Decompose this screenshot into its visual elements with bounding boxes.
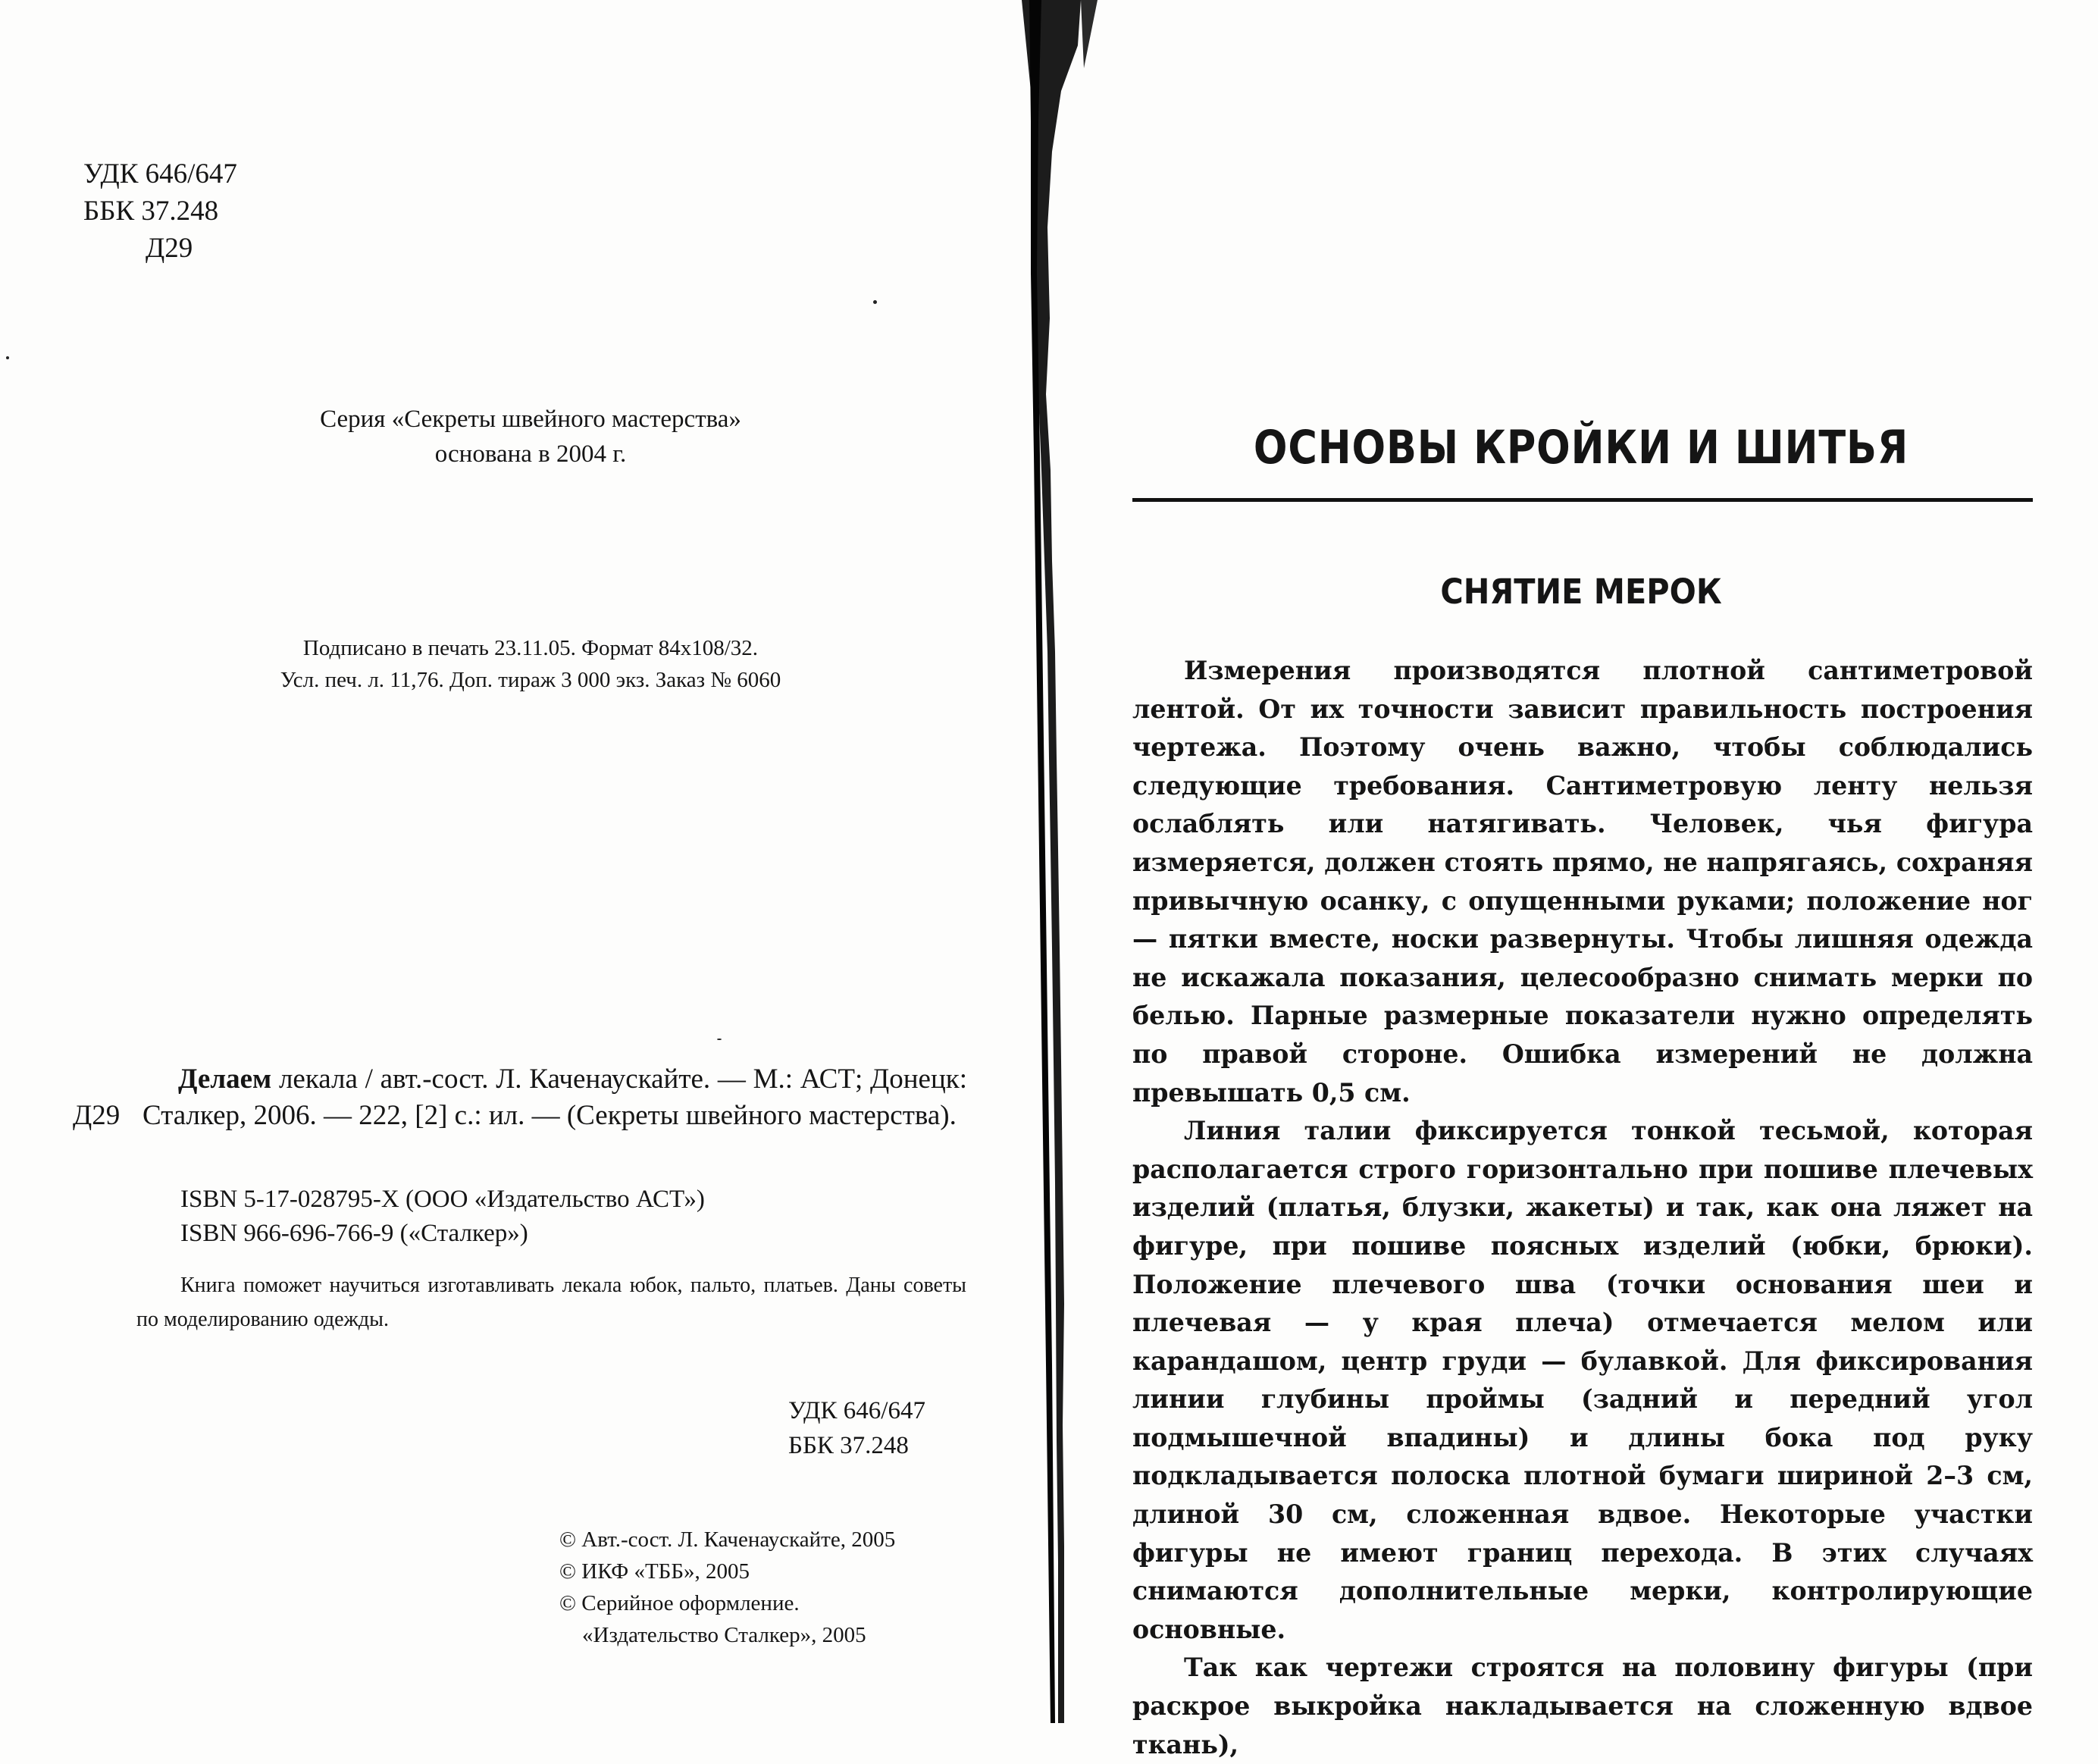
title-divider <box>1132 498 2033 502</box>
catalog-description <box>142 1061 967 1134</box>
catalog-details: лекала / авт.-сост. Л. Каченаускайте. — М.: АСТ; Донецк: Сталкер, 2006. — 222, [2] с.: ил. — (Секреты швейного мастерства). <box>142 1064 967 1131</box>
copyright-line-2: © ИКФ «ТББ», 2005 <box>559 1559 750 1584</box>
isbn-line-2: ISBN 966-696-766-9 («Сталкер») <box>180 1220 528 1247</box>
bbk-code: ББК 37.248 <box>83 196 219 227</box>
author-code: Д29 <box>146 233 193 264</box>
udk-code: УДК 646/647 <box>83 158 237 190</box>
imprint-line-1: Подписано в печать 23.11.05. Формат 84х108/32. <box>302 636 759 660</box>
print-imprint <box>205 632 856 696</box>
paragraph: Линия талии фиксируется тонкой тесьмой, которая располагается строго горизонтально при пошиве плечевых изделий (платья, блузки, жакеты) и так, как она ляжет на фигуре, при пошиве поясных изделий (юбки, брюки). Положение плечевого шва (точки основания шеи и плечевая — у края плеча) отмечается мелом или карандашом, центр груди — булавкой. Для фиксирования линии глубины проймы (задний и передний угол подмышечной впадины) и длины бока под руку подкладывается полоска плотной бумаги шириной 2–3 см, длиной 30 см, сложенная вдвое. Некоторые участки фигуры не имеют границ перехода. В этих случаях снимаются дополнительные мерки, контролирующие основные. <box>1132 1116 2033 1644</box>
udk-block-bottom <box>788 1393 925 1463</box>
scan-speck <box>717 1039 722 1040</box>
catalog-code: Д29 <box>73 1100 121 1131</box>
copyright-line-1: © Авт.-сост. Л. Каченаускайте, 2005 <box>559 1527 896 1552</box>
series-info <box>227 402 834 472</box>
body-text <box>1132 652 2033 1764</box>
section-title: СНЯТИЕ МЕРОК <box>1440 572 1722 612</box>
scan-speck <box>873 300 877 304</box>
chapter-title: ОСНОВЫ КРОЙКИ И ШИТЬЯ <box>1253 421 1909 475</box>
udk-code-bottom: УДК 646/647 <box>788 1397 925 1424</box>
isbn-block <box>180 1183 705 1251</box>
scan-speck <box>6 356 9 359</box>
isbn-line-1: ISBN 5-17-028795-Х (ООО «Издательство АСТ») <box>180 1186 705 1213</box>
paragraph: Так как чертежи строятся на половину фигуры (при раскрое выкройка накладывается на сложенную вдвое ткань), <box>1132 1653 2033 1759</box>
left-page <box>0 0 1046 1723</box>
udk-block-top <box>83 155 237 267</box>
copyright-line-4: «Издательство Сталкер», 2005 <box>582 1623 866 1647</box>
paragraph: Измерения производятся плотной сантиметровой лентой. От их точности зависит правильность построения чертежа. Поэтому очень важно, чтобы соблюдались следующие требования. Сантиметровую ленту нельзя ослаблять или натягивать. Человек, чья фигура измеряется, должен стоять прямо, не напрягаясь, сохраняя привычную осанку, с опущенными руками; положение ног — пятки вместе, носки развернуты. Чтобы лишняя одежда не искажала показания, целесообразно снимать мерки по белью. Парные размерные показатели нужно определять по правой стороне. Ошибка измерений не должна превышать 0,5 см. <box>1132 656 2033 1108</box>
right-page <box>1076 0 2098 1759</box>
series-line-2: основана в 2004 г. <box>434 440 627 468</box>
copyright-block <box>559 1524 895 1651</box>
copyright-line-3: © Серийное оформление. <box>559 1591 800 1615</box>
catalog-title: Делаем <box>178 1064 272 1095</box>
series-line-1: Серия «Секреты швейного мастерства» <box>320 406 741 433</box>
book-annotation: Книга поможет научиться изготавливать лекала юбок, пальто, платьев. Даны советы по моделированию одежды. <box>136 1274 966 1331</box>
imprint-line-2: Усл. печ. л. 11,76. Доп. тираж 3 000 экз. Заказ № 6060 <box>280 668 781 692</box>
catalog-record <box>73 1061 967 1134</box>
bbk-code-bottom: ББК 37.248 <box>788 1432 909 1459</box>
